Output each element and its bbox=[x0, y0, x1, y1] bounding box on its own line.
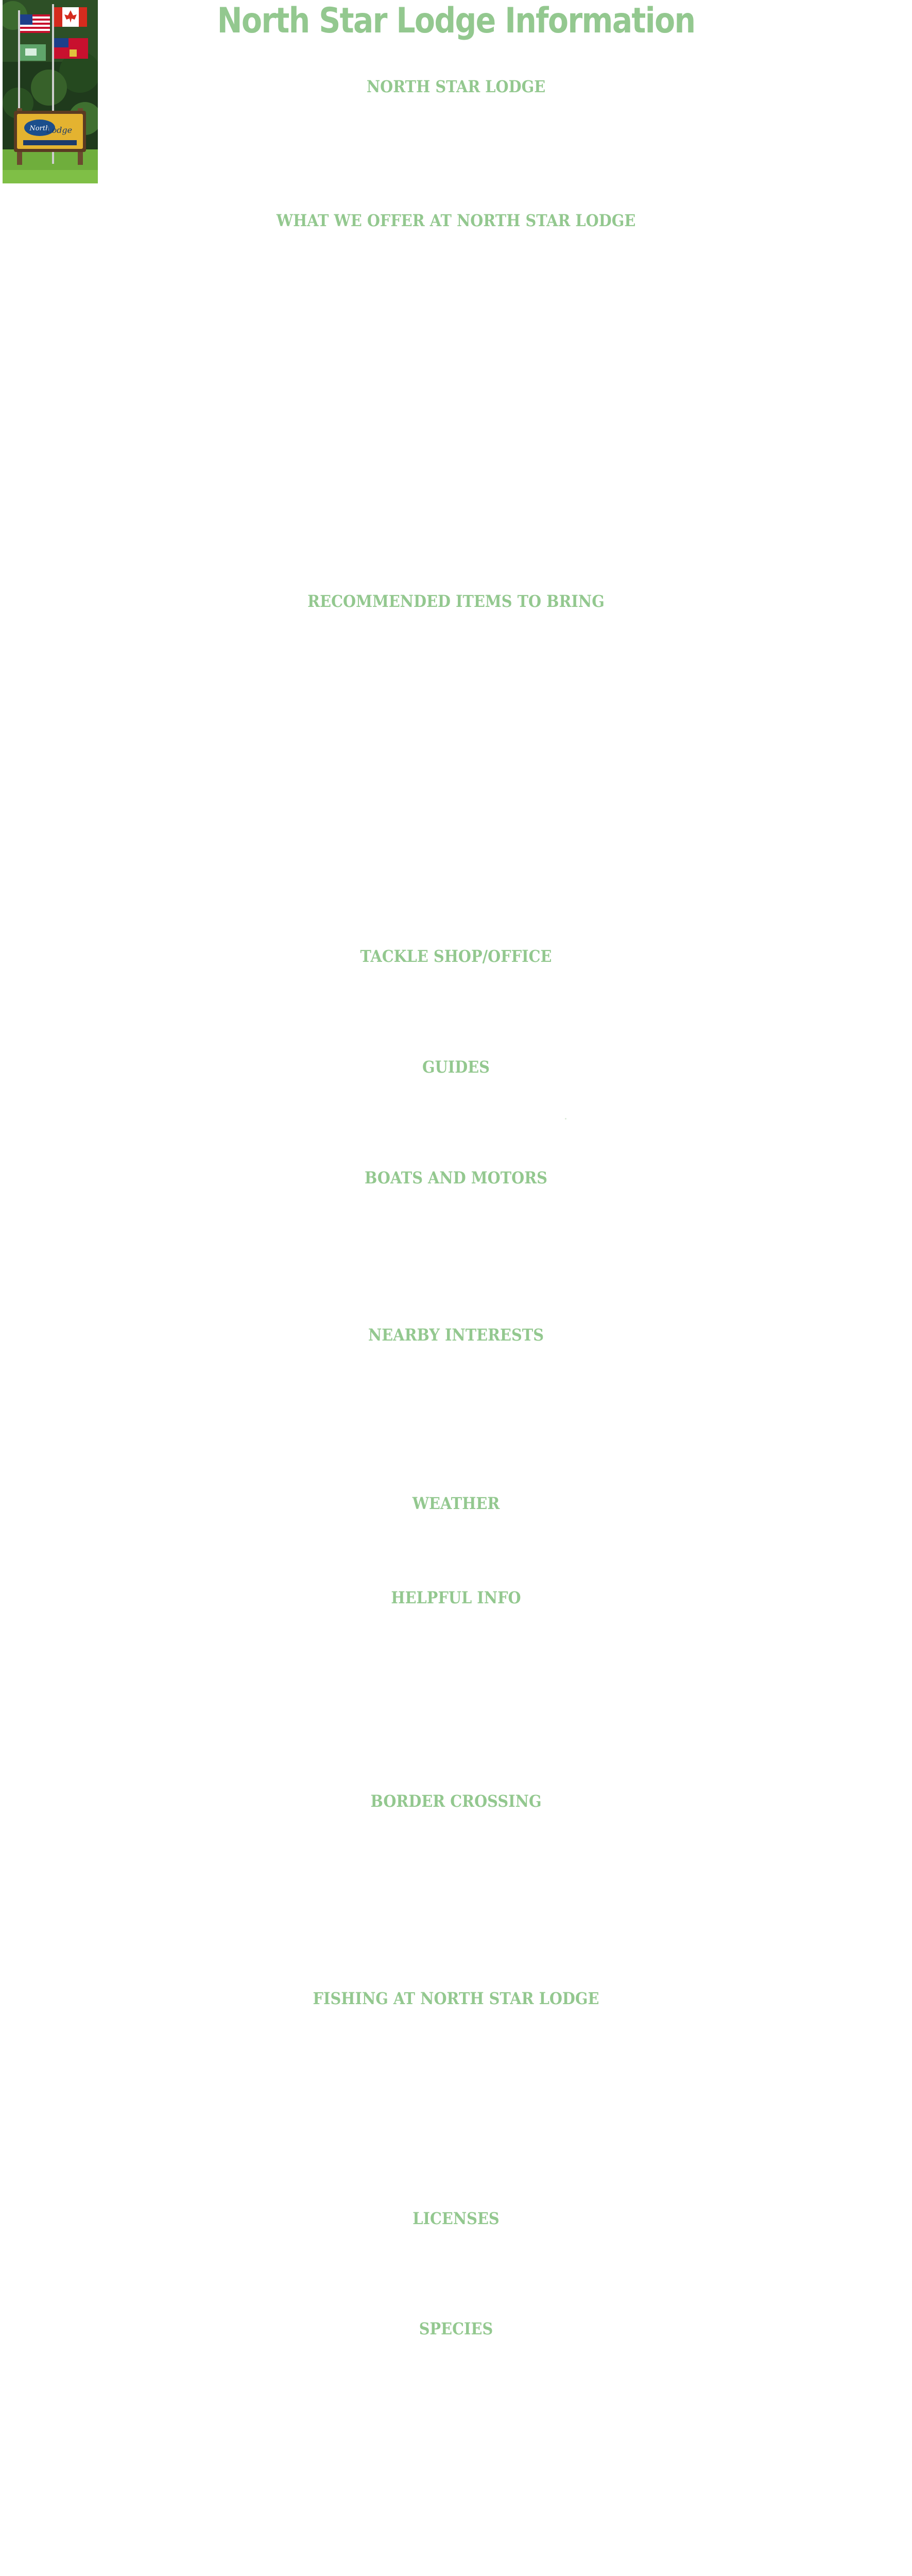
heading-species: SPECIES bbox=[419, 2319, 493, 2338]
heading-fishing: FISHING AT NORTH STAR LODGE bbox=[313, 1989, 599, 2008]
ontario-flag-icon bbox=[54, 38, 88, 59]
heading-weather: WEATHER bbox=[412, 1494, 500, 1513]
heading-boats-and-motors: BOATS AND MOTORS bbox=[365, 1168, 547, 1188]
heading-helpful-info: HELPFUL INFO bbox=[391, 1588, 521, 1607]
us-flag-icon bbox=[20, 14, 50, 33]
heading-recommended-items: RECOMMENDED ITEMS TO BRING bbox=[307, 591, 605, 611]
canada-flag-icon bbox=[54, 7, 87, 27]
green-flag-icon bbox=[20, 44, 46, 61]
decorative-dot bbox=[565, 1118, 566, 1120]
heading-north-star-lodge: NORTH STAR LODGE bbox=[366, 77, 546, 96]
heading-what-we-offer: WHAT WE OFFER AT NORTH STAR LODGE bbox=[276, 211, 636, 230]
heading-nearby-interests: NEARBY INTERESTS bbox=[368, 1325, 544, 1345]
heading-tackle-shop: TACKLE SHOP/OFFICE bbox=[360, 946, 552, 966]
heading-border-crossing: BORDER CROSSING bbox=[370, 1791, 542, 1811]
svg-text:North: North bbox=[29, 125, 50, 132]
heading-guides: GUIDES bbox=[422, 1057, 490, 1077]
page-title: North Star Lodge Information bbox=[217, 1, 695, 41]
heading-licenses: LICENSES bbox=[412, 2209, 500, 2228]
lodge-sign-icon bbox=[14, 111, 86, 152]
svg-text:Lodge: Lodge bbox=[46, 125, 73, 135]
